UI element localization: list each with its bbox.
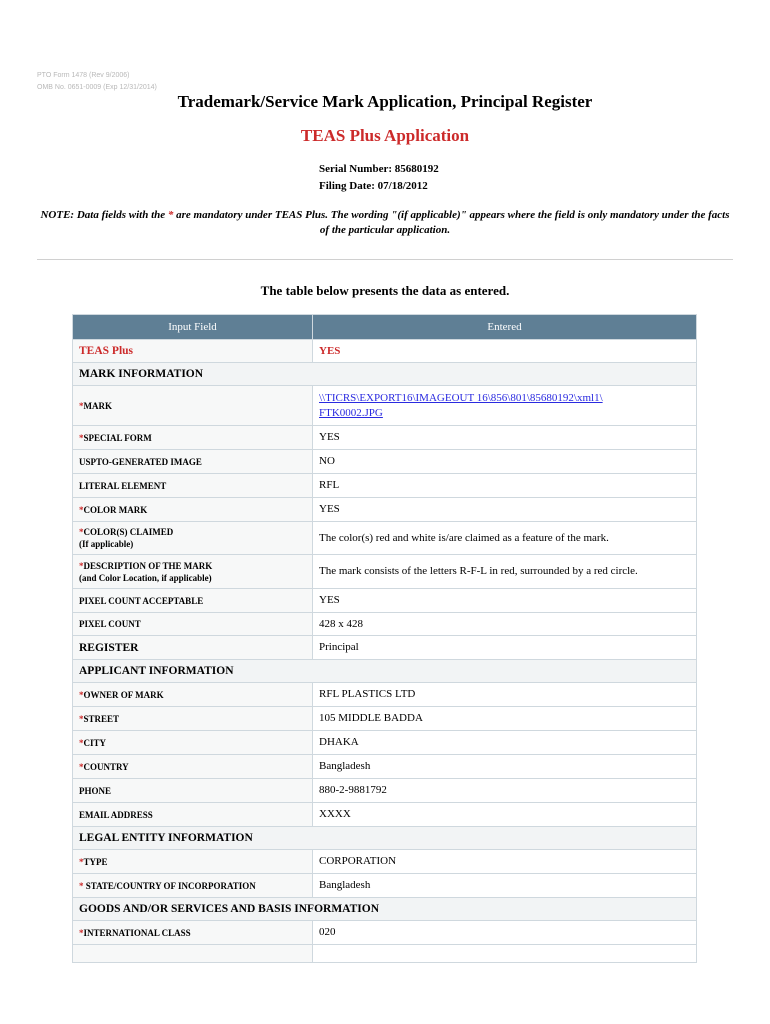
table-row — [73, 803, 697, 827]
table-row — [73, 731, 697, 755]
table-row — [73, 474, 697, 498]
table-row — [73, 755, 697, 779]
city-value: DHAKA — [313, 731, 697, 755]
section-mark-information — [73, 363, 697, 386]
mark-label — [73, 386, 313, 426]
pixel-count-value: 428 x 428 — [313, 613, 697, 636]
omb-number: OMB No. 0651-0009 (Exp 12/31/2014) — [37, 84, 157, 91]
section-heading: APPLICANT INFORMATION — [73, 660, 697, 683]
required-asterisk: * — [79, 880, 84, 891]
application-data-table — [72, 314, 697, 963]
required-asterisk: * — [79, 527, 84, 537]
colors-claimed-value: The color(s) red and white is/are claimed as a feature of the mark. — [313, 522, 697, 555]
required-asterisk: * — [79, 761, 84, 772]
field-label: CITY — [83, 737, 107, 748]
pixel-count-label: PIXEL COUNT — [73, 613, 313, 636]
mark-image-link[interactable] — [319, 392, 603, 419]
teas-plus-label: TEAS Plus — [73, 340, 313, 363]
required-asterisk: * — [79, 713, 84, 724]
note-asterisk: * — [167, 209, 174, 221]
register-value: Principal — [313, 636, 697, 660]
required-asterisk: * — [79, 432, 84, 443]
entity-type-label — [73, 850, 313, 874]
teas-plus-value: YES — [313, 340, 697, 363]
table-row — [73, 340, 697, 363]
international-class-label — [73, 921, 313, 945]
table-row — [73, 779, 697, 803]
description-label — [73, 555, 313, 589]
required-asterisk: * — [79, 560, 84, 571]
field-label: TYPE — [83, 856, 108, 867]
entity-type-value: CORPORATION — [313, 850, 697, 874]
email-value: XXXX — [313, 803, 697, 827]
field-label: COLOR(S) CLAIMED — [83, 527, 174, 537]
application-type-title: TEAS Plus Application — [300, 126, 470, 145]
note-text-end: are mandatory under TEAS Plus. The wording "(if applicable)" appears where the field is only mandatory under the facts of the particular application. — [173, 209, 730, 236]
filing-info — [319, 161, 439, 195]
section-goods-services — [73, 898, 697, 921]
page-title: Trademark/Service Mark Application, Principal Register — [177, 92, 593, 111]
email-label: EMAIL ADDRESS — [73, 803, 313, 827]
table-caption: The table below presents the data as entered. — [260, 283, 510, 298]
section-legal-entity-information — [73, 827, 697, 850]
field-label: COLOR MARK — [83, 504, 148, 515]
literal-element-label: LITERAL ELEMENT — [73, 474, 313, 498]
country-label — [73, 755, 313, 779]
owner-label — [73, 683, 313, 707]
required-asterisk: * — [79, 400, 84, 411]
required-asterisk: * — [79, 689, 84, 700]
colors-claimed-label — [73, 522, 313, 555]
field-label: SPECIAL FORM — [83, 432, 152, 443]
city-label — [73, 731, 313, 755]
column-header-input-field: Input Field — [73, 315, 313, 340]
pixel-acceptable-value: YES — [313, 589, 697, 613]
field-label: STREET — [83, 713, 120, 724]
serial-number: Serial Number: 85680192 — [319, 163, 439, 175]
divider — [37, 259, 733, 260]
section-heading: LEGAL ENTITY INFORMATION — [73, 827, 697, 850]
table-row — [73, 555, 697, 589]
column-header-entered: Entered — [313, 315, 697, 340]
required-asterisk: * — [79, 927, 84, 938]
color-mark-label — [73, 498, 313, 522]
street-value: 105 MIDDLE BADDA — [313, 707, 697, 731]
table-row — [73, 850, 697, 874]
field-label: DESCRIPTION OF THE MARK — [83, 560, 213, 571]
table-row — [73, 683, 697, 707]
street-label — [73, 707, 313, 731]
section-heading: MARK INFORMATION — [73, 363, 697, 386]
field-label: MARK — [83, 400, 112, 411]
table-row — [73, 589, 697, 613]
description-value: The mark consists of the letters R-F-L in red, surrounded by a red circle. — [313, 555, 697, 589]
table-row — [73, 921, 697, 945]
mandatory-fields-note — [40, 208, 730, 238]
field-label: INTERNATIONAL CLASS — [83, 927, 191, 938]
note-text-start: NOTE: Data fields with the — [40, 209, 168, 221]
incorporation-label — [73, 874, 313, 898]
table-row — [73, 386, 697, 426]
empty-cell — [313, 945, 697, 963]
filing-date: Filing Date: 07/18/2012 — [319, 180, 428, 192]
mark-link-line2: FTK0002.JPG — [319, 406, 383, 419]
table-row — [73, 498, 697, 522]
table-row — [73, 522, 697, 555]
special-form-label — [73, 426, 313, 450]
pixel-acceptable-label: PIXEL COUNT ACCEPTABLE — [73, 589, 313, 613]
table-header-row — [73, 315, 697, 340]
field-label: COUNTRY — [83, 761, 129, 772]
incorporation-value: Bangladesh — [313, 874, 697, 898]
literal-element-value: RFL — [313, 474, 697, 498]
required-asterisk: * — [79, 504, 84, 515]
table-row — [73, 426, 697, 450]
phone-label: PHONE — [73, 779, 313, 803]
form-meta — [37, 70, 157, 94]
required-asterisk: * — [79, 737, 84, 748]
section-applicant-information — [73, 660, 697, 683]
empty-cell — [73, 945, 313, 963]
field-sublabel: (If applicable) — [79, 539, 134, 549]
owner-value: RFL PLASTICS LTD — [313, 683, 697, 707]
table-row — [73, 707, 697, 731]
section-heading: GOODS AND/OR SERVICES AND BASIS INFORMATION — [73, 898, 697, 921]
international-class-value: 020 — [313, 921, 697, 945]
form-number: PTO Form 1478 (Rev 9/2006) — [37, 72, 130, 79]
required-asterisk: * — [79, 856, 84, 867]
table-row — [73, 874, 697, 898]
field-label: OWNER OF MARK — [83, 689, 164, 700]
mark-value — [313, 386, 697, 426]
table-row — [73, 613, 697, 636]
special-form-value: YES — [313, 426, 697, 450]
register-label: REGISTER — [73, 636, 313, 660]
mark-link-line1: \\TICRS\EXPORT16\IMAGEOUT 16\856\801\85680192\xml1\ — [319, 391, 603, 404]
color-mark-value: YES — [313, 498, 697, 522]
country-value: Bangladesh — [313, 755, 697, 779]
table-row — [73, 450, 697, 474]
field-label: STATE/COUNTRY OF INCORPORATION — [83, 880, 256, 891]
table-row — [73, 636, 697, 660]
uspto-image-label: USPTO-GENERATED IMAGE — [73, 450, 313, 474]
phone-value: 880-2-9881792 — [313, 779, 697, 803]
uspto-image-value: NO — [313, 450, 697, 474]
field-sublabel: (and Color Location, if applicable) — [79, 572, 212, 583]
table-row — [73, 945, 697, 963]
